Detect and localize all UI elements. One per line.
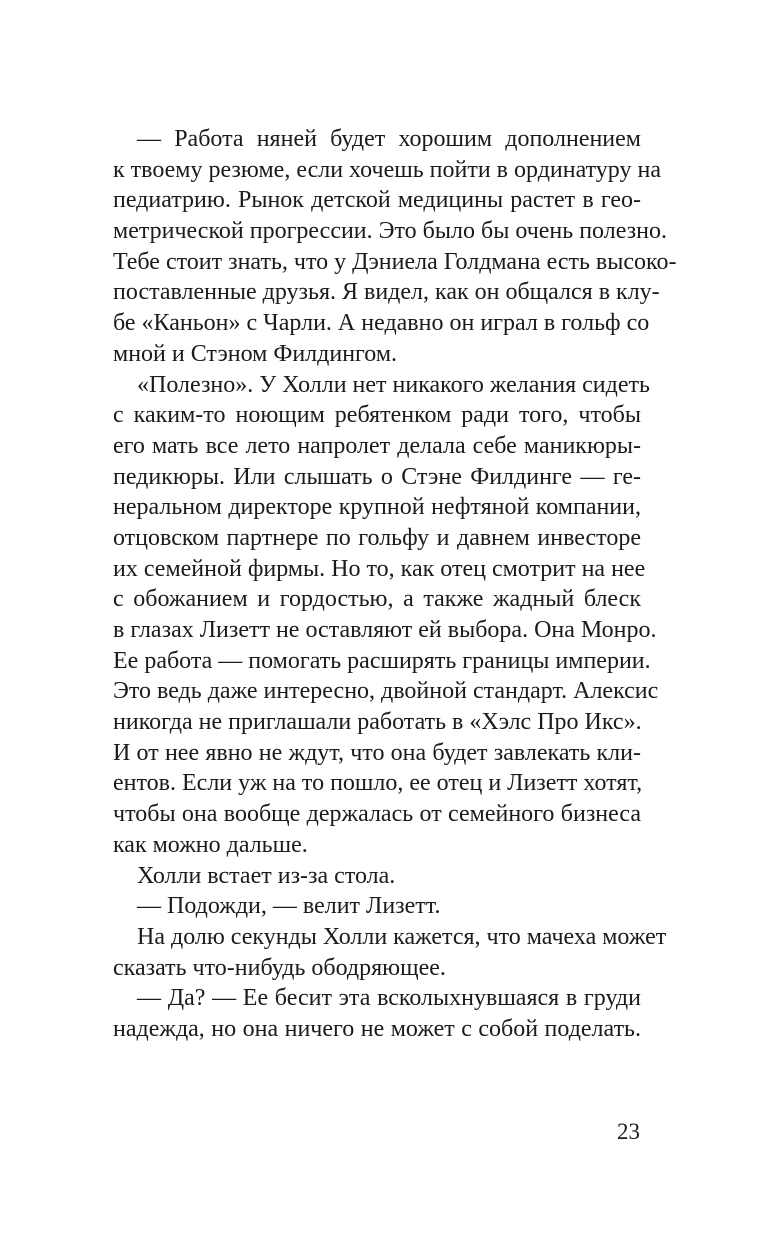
text-line: — Работа няней будет хорошим дополнением [137,126,641,152]
text-line: «Полезно». У Холли нет никакого желания сидеть [137,371,650,398]
text-line: в глазах Лизетт не оставляют ей выбора. Она Монро. [113,617,657,643]
text-line: На долю секунды Холли кажется, что мачеха может [137,923,667,950]
text-line: отцовском партнере по гольфу и давнем инвесторе [113,524,641,551]
text-line: — Подожди, — велит Лизетт. [137,893,441,920]
text-line: чтобы она вообще держалась от семейного бизнеса [113,801,641,828]
text-line: педиатрию. Рынок детской медицины растет в гео- [113,187,641,214]
text-line: — Да? — Ее бесит эта всколыхнувшаяся в груди [137,985,641,1012]
text-line: с обожанием и гордостью, а также жадный блеск [113,586,641,613]
text-line: Тебе стоит знать, что у Дэниела Голдмана есть высоко- [113,248,677,275]
text-line: к твоему резюме, если хочешь пойти в ординатуру на [113,156,661,183]
text-line: И от нее явно не ждут, что она будет завлекать кли- [113,739,641,766]
text-line: сказать что-нибудь ободряющее. [113,954,446,981]
text-line: метрической прогрессии. Это было бы очень полезно. [113,218,667,245]
text-line: ентов. Если уж на то пошло, ее отец и Лизетт хотят, [113,770,643,797]
body-text [113,124,677,1045]
text-line: бе «Каньон» с Чарли. А недавно он играл в гольф со [113,310,650,337]
text-line: Ее работа — помогать расширять границы империи. [113,647,651,674]
text-line: педикюры. Или слышать о Стэне Филдинге — ге- [113,463,641,490]
page-number: 23 [617,1119,640,1144]
text-line: Это ведь даже интересно, двойной стандарт. Алексис [113,678,659,705]
text-line: как можно дальше. [113,831,308,858]
text-line: их семейной фирмы. Но то, как отец смотрит на нее [113,555,646,582]
text-line: поставленные друзья. Я видел, как он общался в клу- [113,279,660,306]
text-line: надежда, но она ничего не может с собой поделать. [113,1015,641,1042]
text-line: никогда не приглашали работать в «Хэлс Про Икс». [113,709,642,736]
text-line: его мать все лето напролет делала себе маникюры- [113,432,641,459]
text-line: Холли встает из-за стола. [137,862,396,889]
text-line: с каким-то ноющим ребятенком ради того, чтобы [113,402,641,429]
text-line: мной и Стэном Филдингом. [113,340,398,367]
text-line: неральном директоре крупной нефтяной компании, [113,494,641,521]
